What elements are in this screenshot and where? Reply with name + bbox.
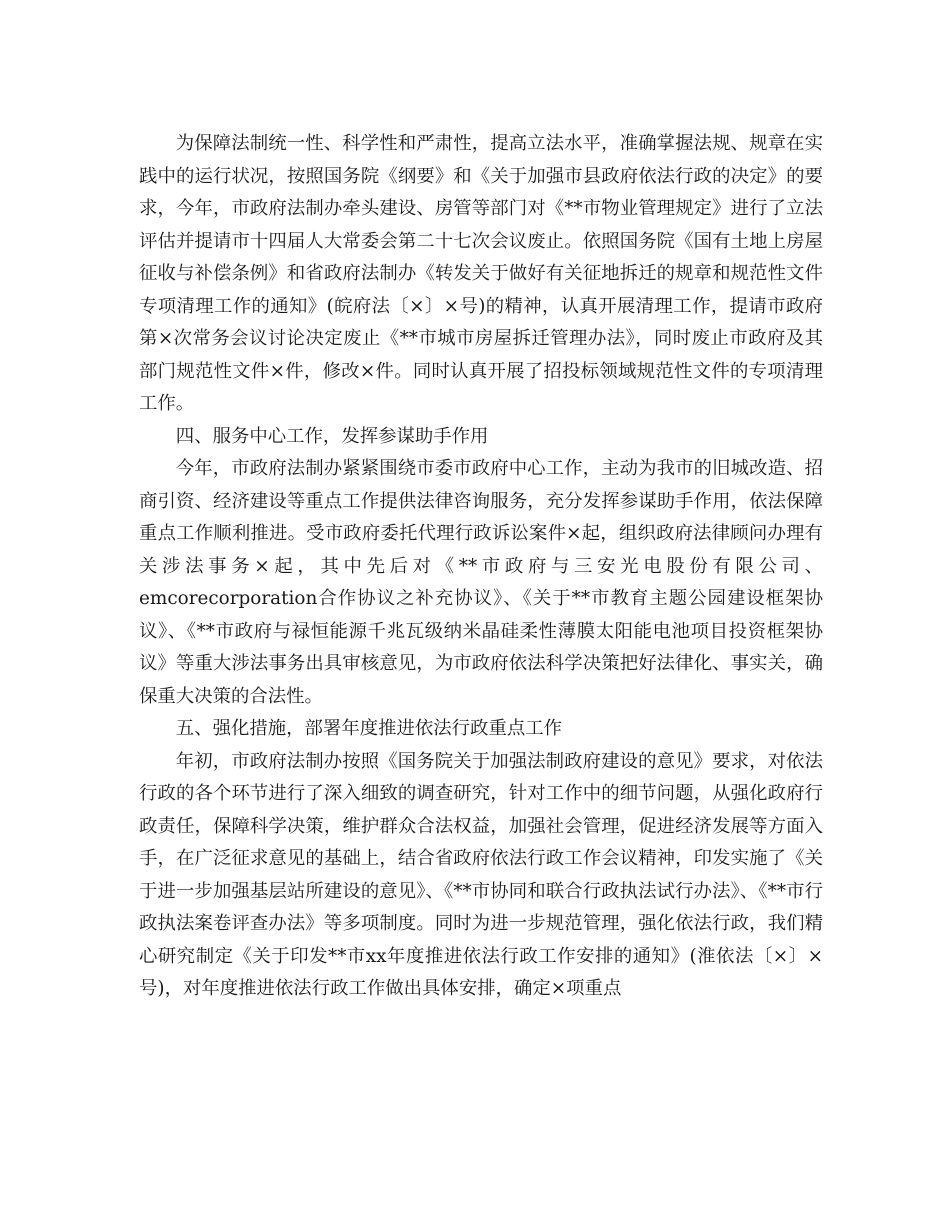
section-heading-4: 四、服务中心工作，发挥参谋助手作用 [175, 425, 489, 447]
paragraph-legislative-review: 为保障法制统一性、科学性和严肃性，提高立法水平，准确掌握法规、规章在实践中的运行状况，按照国务院《纲要》和《关于加强市县政府依法行政的决定》的要求，今年，市政府法制办牵头建设、房管等部门对《**市物业管理规定》进行了立法评估并提请市十四届人大常委会第二十七次会议废止。依照国务院《国有土地上房屋征收与补偿条例》和省政府法制办《转发关于做好有关征地拆迁的规章和规范性文件专项清理工作的通知》(皖府法〔×〕×号)的精神，认真开展清理工作，提请市政府第×次常务会议讨论决定废止《**市城市房屋拆迁管理办法》，同时废止市政府及其部门规范性文件×件，修改×件。同时认真开展了招投标领域规范性文件的专项清理工作。 [139, 133, 823, 414]
paragraph-central-work: 今年，市政府法制办紧紧围绕市委市政府中心工作，主动为我市的旧城改造、招商引资、经济建设等重点工作提供法律咨询服务，充分发挥参谋助手作用，依法保障重点工作顺利推进。受市政府委托代理行政诉讼案件×起，组织政府法律顾问办理有关涉法事务×起，其中先后对《**市政府与三安光电股份有限公司、emcorecorporation合作协议之补充协议》、《关于**市教育主题公园建设框架协议》、《**市政府与禄恒能源千兆瓦级纳米晶硅柔性薄膜太阳能电池项目投资框架协议》等重大涉法事务出具审核意见，为市政府依法科学决策把好法律化、事实关，确保重大决策的合法性。 [139, 458, 823, 707]
paragraph-annual-measures: 年初，市政府法制办按照《国务院关于加强法制政府建设的意见》要求，对依法行政的各个环节进行了深入细致的调查研究，针对工作中的细节问题，从强化政府行政责任，保障科学决策，维护群众合法权益，加强社会管理，促进经济发展等方面入手，在广泛征求意见的基础上，结合省政府依法行政工作会议精神，印发实施了《关于进一步加强基层站所建设的意见》、《**市协同和联合行政执法试行办法》、《**市行政执法案卷评查办法》等多项制度。同时为进一步规范管理，强化依法行政，我们精心研究制定《关于印发**市xx年度推进依法行政工作安排的通知》(淮依法〔×〕×号)，对年度推进依法行政工作做出具体安排，确定×项重点 [139, 750, 823, 999]
document-page [139, 128, 823, 1006]
section-heading-5: 五、强化措施，部署年度推进依法行政重点工作 [175, 718, 563, 739]
